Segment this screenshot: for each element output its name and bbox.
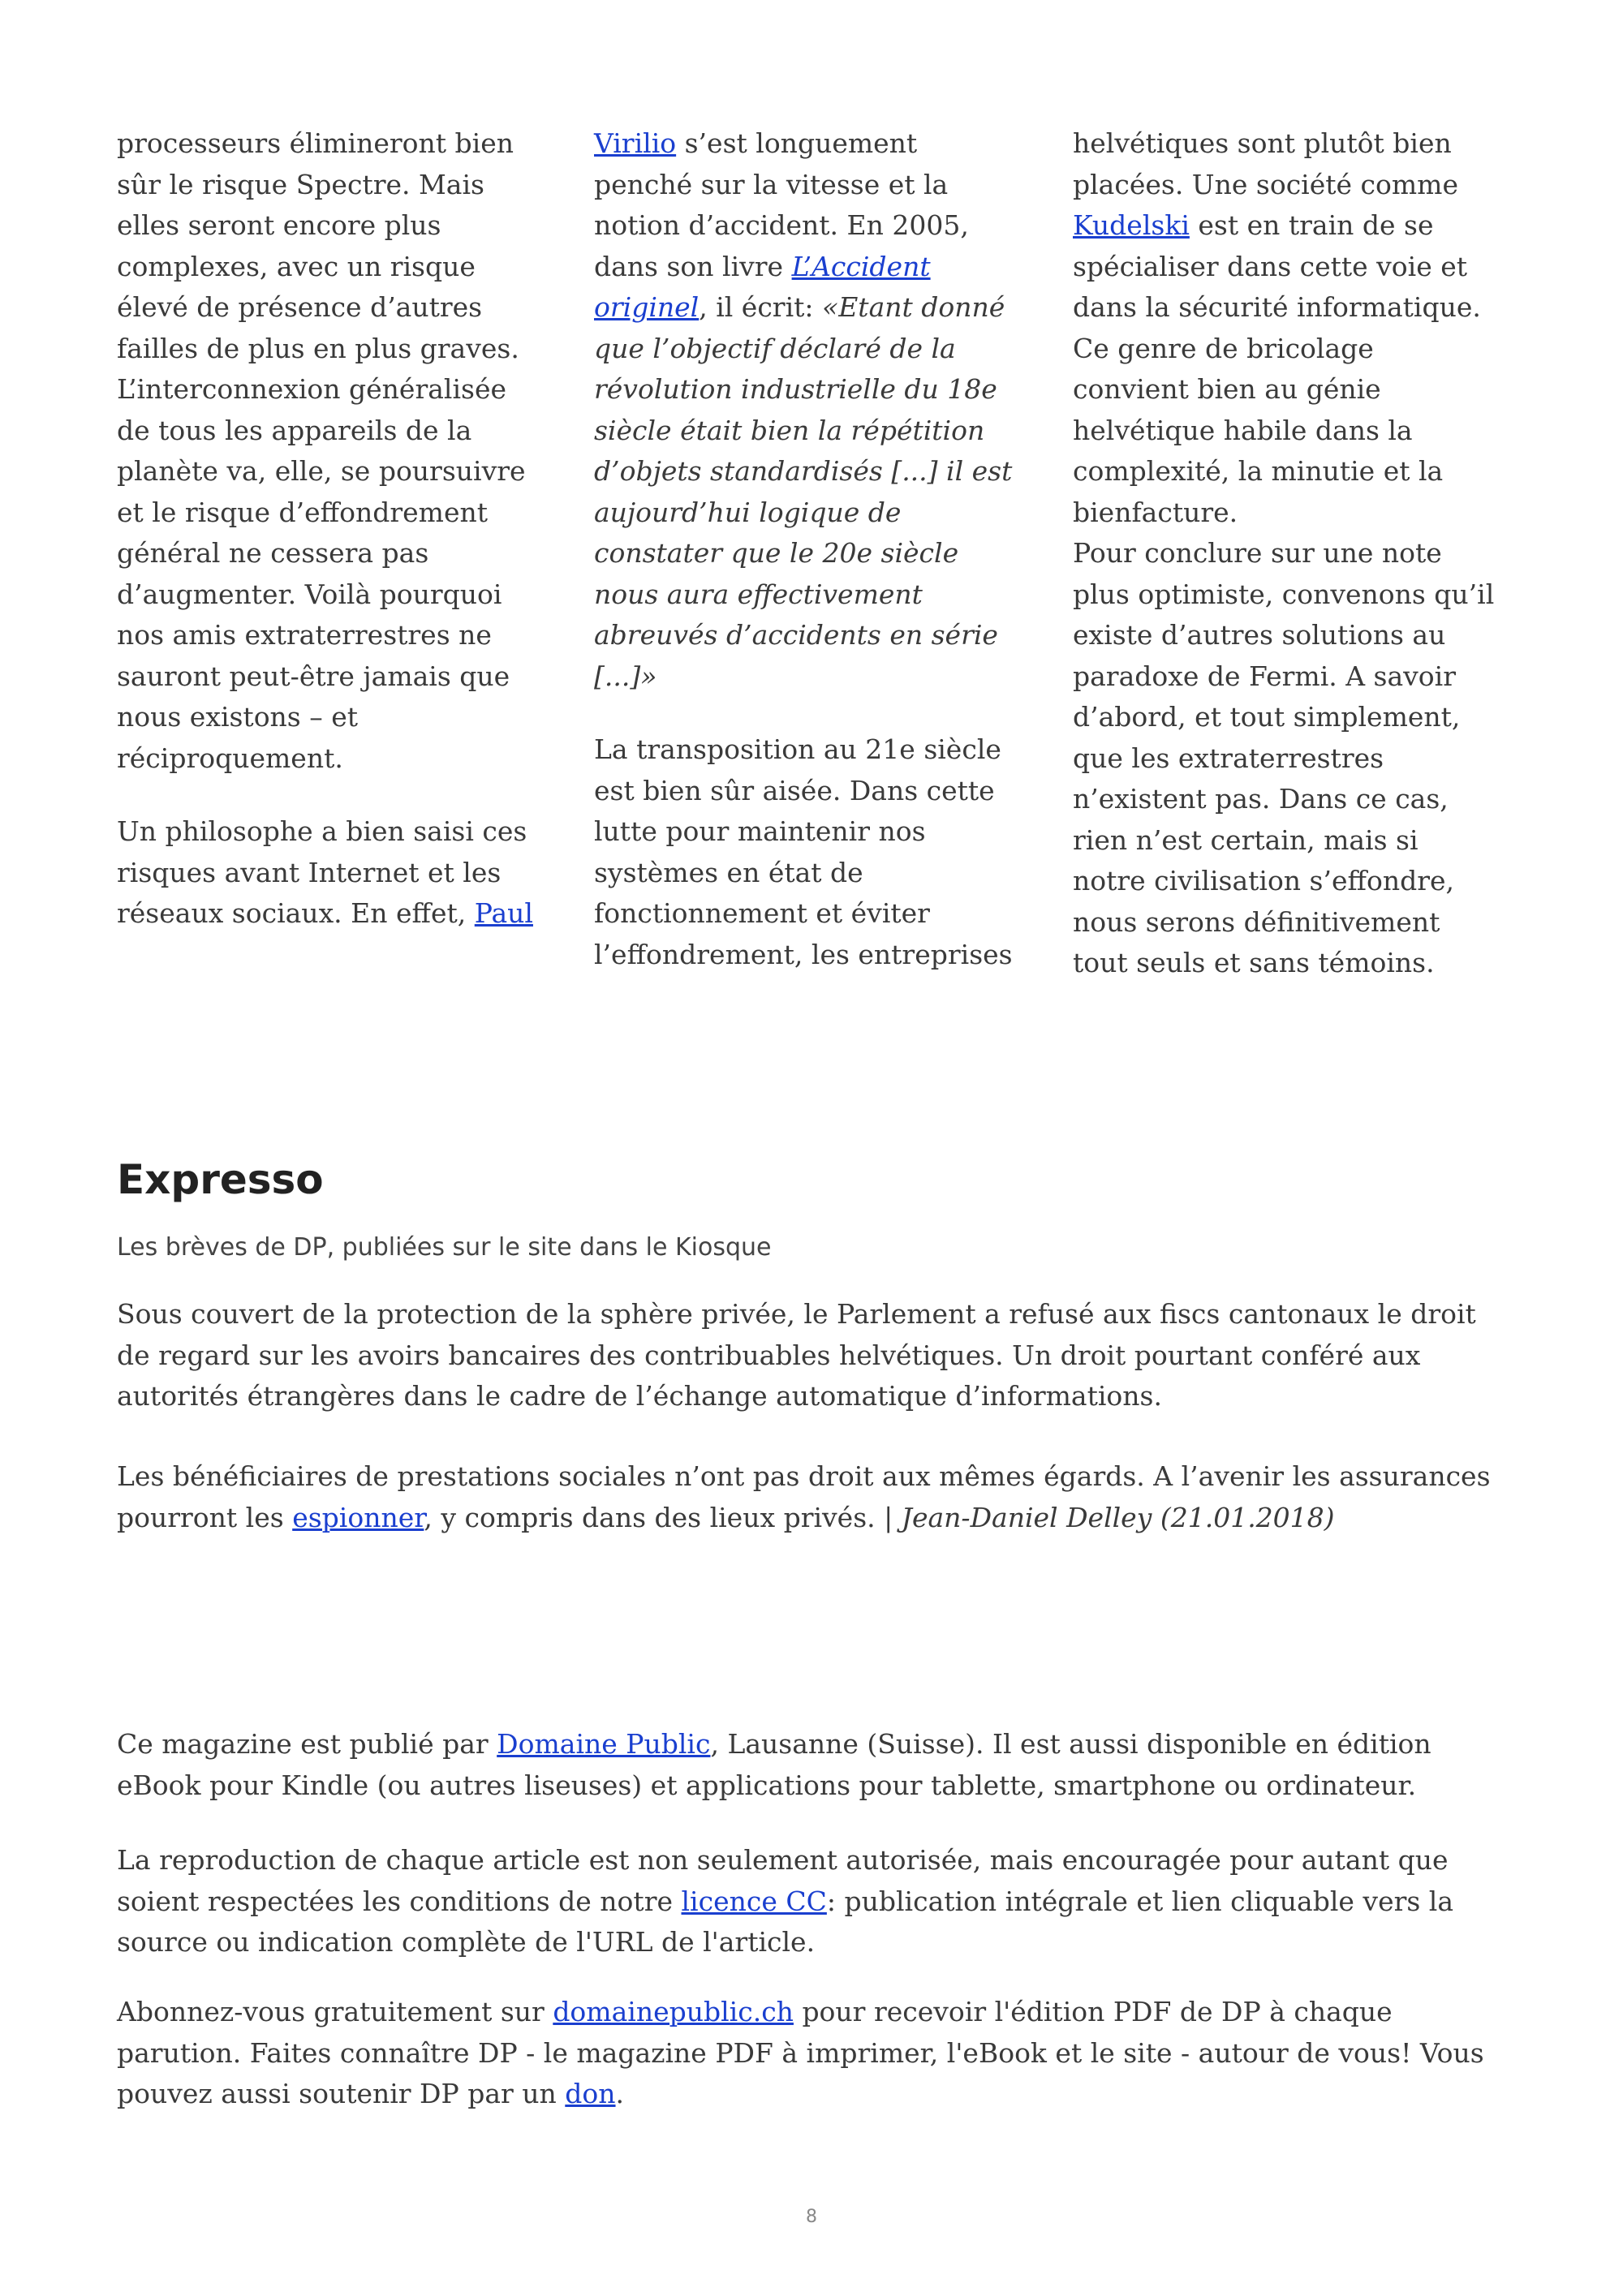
col3-paragraph-1 <box>1073 123 1495 533</box>
footer-p1-text2: , Lausanne (Suisse). Il est aussi disponible en édition eBook pour Kindle (ou autres liseuses) et applications pour tablette, smartphone ou ordinateur. <box>117 1728 1431 1801</box>
article-column-3 <box>1073 123 1495 984</box>
footer-p1-text1: Ce magazine est publié par <box>117 1728 489 1760</box>
section-heading: Expresso <box>117 1156 324 1203</box>
col3-p1-text2: est en train de se spécialiser dans cette voie et dans la sécurité informatique. Ce genre de bricolage convient bien au génie helvétique habile dans la complexité, la minutie et la bienfacture. <box>1073 209 1481 528</box>
virilio-link[interactable]: Virilio <box>594 127 677 159</box>
espionner-link[interactable]: espionner <box>292 1501 424 1533</box>
expresso-p2-text1: Les bénéficiaires de prestations sociales n’ont pas droit aux mêmes égards. A l’avenir les assurances pourront les <box>117 1460 1491 1533</box>
kudelski-link[interactable]: Kudelski <box>1073 209 1190 241</box>
expresso-paragraph-1: Sous couvert de la protection de la sphère privée, le Parlement a refusé aux fiscs cantonaux le droit de regard sur les avoirs bancaires des contribuables helvétiques. Un droit pourtant conféré aux autorités étrangères dans le cadre de l’échange automatique d’informations. <box>117 1298 1476 1412</box>
article-column-2 <box>594 123 1016 975</box>
col1-paragraph-2 <box>117 811 539 935</box>
article-column-1 <box>117 123 539 935</box>
footer-paragraph-3 <box>117 1992 1513 2115</box>
footer-paragraph-1 <box>117 1724 1513 1806</box>
col2-paragraph-2: La transposition au 21e siècle est bien sûr aisée. Dans cette lutte pour maintenir nos systèmes en état de fonctionnement et éviter l’effondrement, les entreprises <box>594 733 1013 970</box>
don-link[interactable]: don <box>565 2078 616 2109</box>
col1-p2-text: Un philosophe a bien saisi ces risques avant Internet et les réseaux sociaux. En effet, <box>117 815 527 929</box>
col2-p1-text1: s’est longuement penché sur la vitesse et la notion d’accident. En 2005, dans son livre <box>594 127 969 282</box>
licence-cc-link[interactable]: licence CC <box>681 1885 827 1917</box>
expresso-paragraph-2 <box>117 1456 1513 1538</box>
accident-originel-link[interactable]: L’Accident originel <box>594 250 931 323</box>
page-number: 8 <box>806 2207 817 2227</box>
col3-p1-text1: helvétiques sont plutôt bien placées. Une société comme <box>1073 127 1459 200</box>
col1-paragraph-1: processeurs élimineront bien sûr le risque Spectre. Mais elles seront encore plus complexes, avec un risque élevé de présence d’autres failles de plus en plus graves. L’interconnexion généralisée de tous les appareils de la planète va, elle, se poursuivre et le risque d’effondrement général ne cessera pas d’augmenter. Voilà pourquoi nos amis extraterrestres ne sauront peut-être jamais que nous existons – et réciproquement. <box>117 127 526 774</box>
col3-paragraph-2: Pour conclure sur une note plus optimiste, convenons qu’il existe d’autres solutions au paradoxe de Fermi. A savoir d’abord, et tout simplement, que les extraterrestres n’existent pas. Dans ce cas, rien n’est certain, mais si notre civilisation s’effondre, nous serons définitivement tout seuls et sans témoins. <box>1073 537 1495 978</box>
paul-virilio-link[interactable]: Paul <box>474 897 533 929</box>
domaine-public-link[interactable]: Domaine Public <box>497 1728 711 1760</box>
col2-p1-text2: , il écrit: <box>699 291 814 323</box>
col2-paragraph-1 <box>594 123 1016 697</box>
footer-p2-text1: La reproduction de chaque article est non seulement autorisée, mais encouragée pour autant que soient respectées les conditions de notre <box>117 1844 1449 1917</box>
footer-p3-text3: . <box>615 2078 625 2109</box>
expresso-p2-text2: , y compris dans des lieux privés. | <box>424 1501 893 1533</box>
author-credit: Jean-Daniel Delley (21.01.2018) <box>901 1501 1335 1533</box>
footer-p3-text1: Abonnez-vous gratuitement sur <box>117 1996 545 2027</box>
footer-p3-text2: pour recevoir l'édition PDF de DP à chaque parution. Faites connaître DP - le magazine PDF à imprimer, l'eBook et le site - autour de vous! Vous pouvez aussi soutenir DP par un <box>117 1996 1484 2109</box>
section-subtitle: Les brèves de DP, publiées sur le site dans le Kiosque <box>117 1233 772 1262</box>
virilio-quote: «Etant donné que l’objectif déclaré de la révolution industrielle du 18e siècle était bien la répétition d’objets standardisés [...] il est aujourd’hui logique de constater que le 20e siècle nous aura effectivement abreuvés d’accidents en série [...]» <box>594 291 1013 692</box>
footer-p2-text2: : publication intégrale et lien cliquable vers la source ou indication complète de l'URL de l'article. <box>117 1885 1454 1958</box>
footer-paragraph-2 <box>117 1840 1513 1963</box>
domainepublic-link[interactable]: domainepublic.ch <box>553 1996 794 2027</box>
